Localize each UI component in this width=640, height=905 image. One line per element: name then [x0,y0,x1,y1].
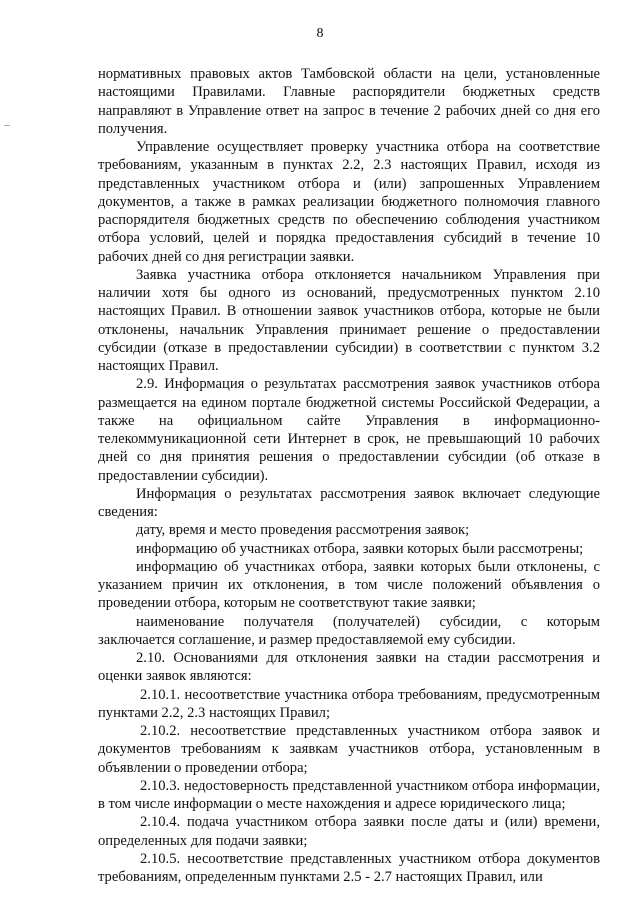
list-item-recipient: наименование получателя (получателей) субсидии, с которым заключается соглашение, и размер предоставляемой ему субсидии. [98,613,600,648]
paragraph-2-9: 2.9. Информация о результатах рассмотрения заявок участников отбора размещается на едином портале бюджетной системы Российской Федерации, а также на официальном сайте Управления в информационно-телекоммуникационной сети Интернет в срок, не превышающий 10 рабочих дней со дня принятия решения о предоставлении субсидии (об отказе в предоставлении субсидии). [98,376,600,484]
margin-mark: – [4,117,10,131]
paragraph-2-10-5: 2.10.5. несоответствие представленных участником отбора документов требованиям, определенным пунктами 2.5 - 2.7 настоящих Правил, или [98,850,600,885]
list-item-reviewed: информацию об участниках отбора, заявки которых были рассмотрены; [136,540,584,557]
paragraph-2-10-3: 2.10.3. недостоверность представленной участником отбора информации, в том числе информации о месте нахождения и адресе юридического лица; [98,777,600,812]
paragraph-results-info: Информация о результатах рассмотрения заявок включает следующие сведения: [98,485,600,520]
list-item-date: дату, время и место проведения рассмотрения заявок; [136,522,470,539]
paragraph-2-10-2: 2.10.2. несоответствие представленных участником отбора заявок и документов требованиям к заявкам участников отбора, установленным в объявлении о проведении отбора; [98,723,600,776]
document-body [98,65,600,886]
paragraph-rejection: Заявка участника отбора отклоняется начальником Управления при наличии хотя бы одного из оснований, предусмотренных пунктом 2.10 настоящих Правил. В отношении заявок участников отбора, которые не были отклонены, начальник Управления принимает решение о предоставлении субсидии (отказе в предоставлении субсидии) в соответствии с пунктом 3.2 настоящих Правил. [98,266,600,374]
list-item-rejected: информацию об участниках отбора, заявки которых были отклонены, с указанием причин их отклонения, в том числе положений объявления о проведении отбора, которым не соответствуют такие заявки; [98,558,600,612]
paragraph-2-10: 2.10. Основаниями для отклонения заявки на стадии рассмотрения и оценки заявок являются: [98,650,600,685]
paragraph-2-10-4: 2.10.4. подача участником отбора заявки после даты и (или) времени, определенных для подачи заявки; [98,814,600,849]
page-number: 8 [316,26,324,41]
paragraph-verification: Управление осуществляет проверку участника отбора на соответствие требованиям, указанным в пунктах 2.2, 2.3 настоящих Правил, исходя из представленных участником отбора и (или) запрошенных Управлением документов, а также в рамках реализации бюджетного полномочия главного распорядителя бюджетных средств по обеспечению соблюдения участником отбора условий, целей и порядка предоставления субсидий в течение 10 рабочих дней со дня регистрации заявки. [98,139,600,265]
paragraph-continuation: нормативных правовых актов Тамбовской области на цели, установленные настоящими Правилами. Главные распорядители бюджетных средств направляют в Управление ответ на запрос в течение 2 рабочих дней со дня его получения. [98,66,600,137]
paragraph-2-10-1: 2.10.1. несоответствие участника отбора требованиям, предусмотренным пунктами 2.2, 2.3 настоящих Правил; [98,686,600,721]
